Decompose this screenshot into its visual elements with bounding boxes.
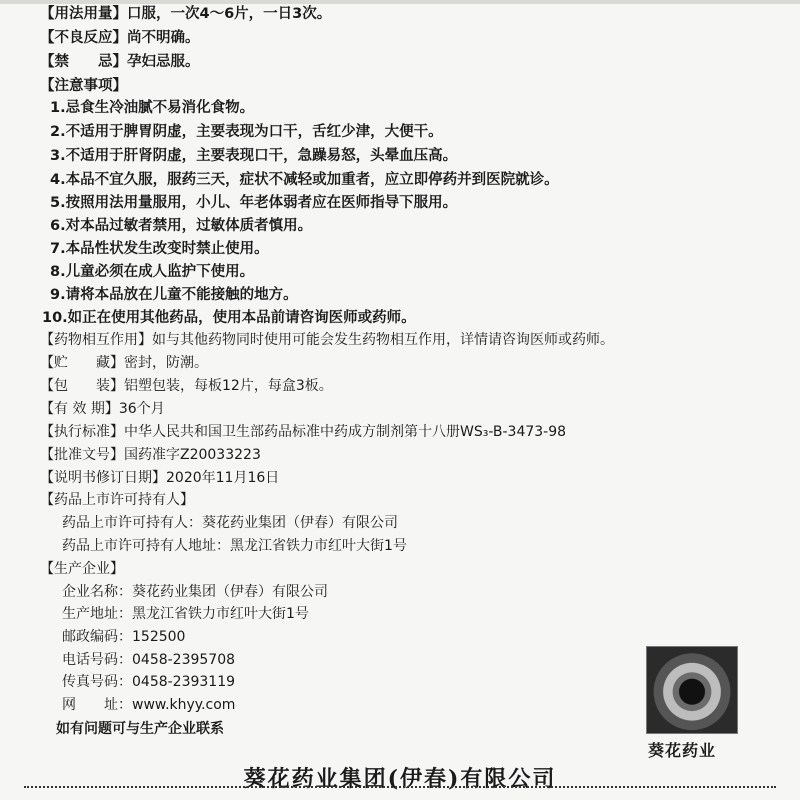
mah-address-line: 药品上市许可持有人地址：黑龙江省铁力市红叶大街1号: [62, 538, 407, 554]
packaging-line: 【包 装】铝塑包装，每板12片，每盒3板。: [40, 378, 333, 394]
precaution-item-9: 9.请将本品放在儿童不能接触的地方。: [50, 287, 298, 303]
precaution-item-10: 10.如正在使用其他药品，使用本品前请咨询医师或药师。: [42, 310, 416, 326]
precaution-item-2: 2.不适用于脾胃阴虚，主要表现为口干，舌红少津，大便干。: [50, 124, 443, 140]
precaution-item-7: 7.本品性状发生改变时禁止使用。: [50, 241, 269, 257]
precaution-item-4: 4.本品不宜久服，服药三天，症状不减轻或加重者，应立即停药并到医院就诊。: [50, 172, 559, 188]
precaution-item-1: 1.忌食生冷油腻不易消化食物。: [50, 100, 255, 116]
manufacturer-heading: 【生产企业】: [40, 561, 124, 577]
contraindications-line: 【禁 忌】孕妇忌服。: [40, 54, 200, 70]
shelf-life-line: 【有 效 期】36个月: [40, 401, 165, 417]
precaution-item-5: 5.按照用法用量服用，小儿、年老体弱者应在医师指导下服用。: [50, 195, 458, 211]
footer-dotted-rule: [24, 786, 776, 788]
approval-number-line: 【批准文号】国药准字Z20033223: [40, 447, 261, 463]
fax-line: 传真号码：0458-2393119: [62, 674, 236, 690]
mah-heading: 【药品上市许可持有人】: [40, 492, 194, 508]
manufacturer-name-line: 企业名称：葵花药业集团（伊春）有限公司: [62, 584, 328, 600]
drug-interactions-line: 【药物相互作用】如与其他药物同时使用可能会发生药物相互作用，详情请咨询医师或药师。: [40, 332, 614, 348]
phone-line: 电话号码：0458-2395708: [62, 652, 236, 668]
storage-line: 【贮 藏】密封，防潮。: [40, 355, 208, 371]
standard-line: 【执行标准】中华人民共和国卫生部药品标准中药成方制剂第十八册WS₃-B-3473-98: [40, 424, 567, 440]
logo-brand-text: 葵花药业: [648, 741, 717, 760]
precaution-item-8: 8.儿童必须在成人监护下使用。: [50, 264, 255, 280]
sunflower-logo-image: [646, 646, 738, 734]
postal-code-line: 邮政编码：152500: [62, 629, 186, 645]
mah-name-line: 药品上市许可持有人：葵花药业集团（伊春）有限公司: [62, 515, 398, 531]
precautions-heading: 【注意事项】: [40, 78, 127, 94]
precaution-item-3: 3.不适用于肝肾阴虚，主要表现口干，急躁易怒，头晕血压高。: [50, 148, 458, 164]
footer-company-name: 葵花药业集团(伊春)有限公司: [243, 766, 557, 792]
usage-dosage-line: 【用法用量】口服，一次4～6片，一日3次。: [40, 6, 332, 22]
precaution-item-6: 6.对本品过敏者禁用，过敏体质者慎用。: [50, 218, 313, 234]
revision-date-line: 【说明书修订日期】2020年11月16日: [40, 470, 280, 486]
website-line: 网 址：www.khyy.com: [62, 697, 236, 713]
adverse-reactions-line: 【不良反应】尚不明确。: [40, 30, 200, 46]
contact-note: 如有问题可与生产企业联系: [56, 721, 224, 737]
manufacturer-address-line: 生产地址：黑龙江省铁力市红叶大街1号: [62, 606, 309, 622]
